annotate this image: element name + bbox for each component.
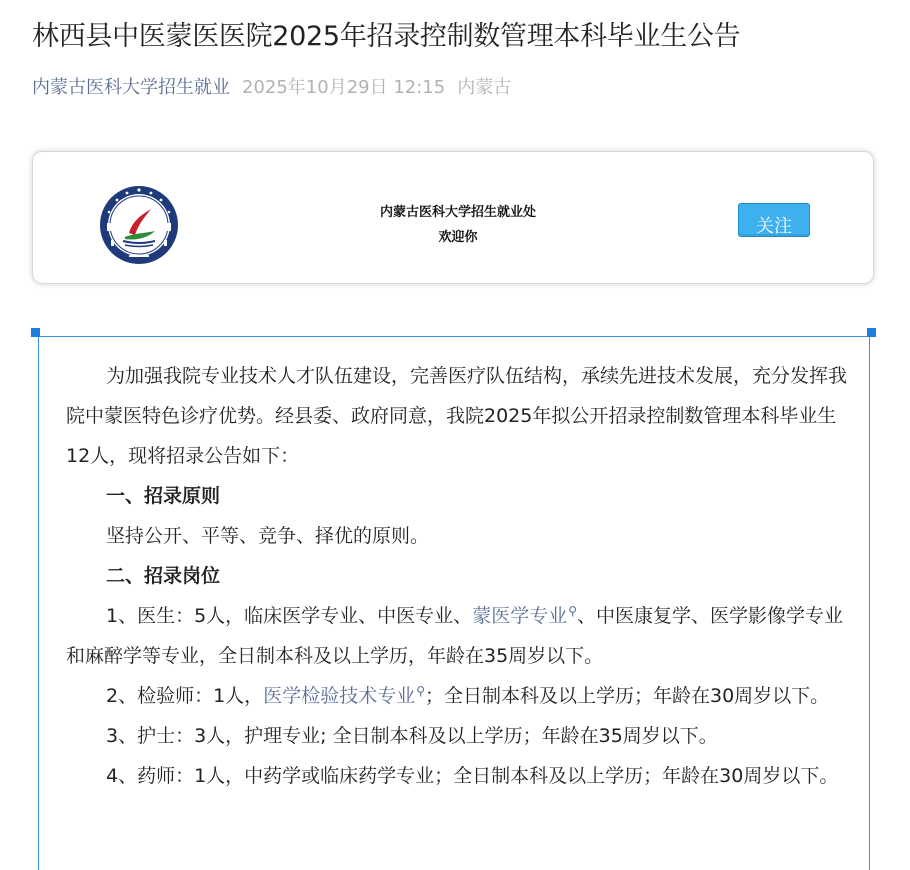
intro-paragraph: 为加强我院专业技术人才队伍建设，完善医疗队伍结构，承续先进技术发展，充分发挥我院中蒙医特色诊疗优势。经县委、政府同意，我院2025年拟公开招录控制数管理本科毕业生12人，现将招录公告如下： <box>66 365 848 467</box>
article-title: 林西县中医蒙医医院2025年招录控制数管理本科毕业生公告 <box>32 21 741 52</box>
search-icon[interactable]: ⚲ <box>416 683 425 698</box>
follow-button[interactable]: 关注 <box>738 203 810 237</box>
account-card-welcome: 欢迎你 <box>438 230 478 245</box>
publish-region: 内蒙古 <box>457 77 512 98</box>
position-item-lab-technician <box>66 676 848 716</box>
account-card <box>32 151 874 284</box>
search-icon[interactable]: ⚲ <box>568 603 577 618</box>
article-meta <box>32 73 511 99</box>
position-item-nurse: 3、护士：3人，护理专业; 全日制本科及以上学历；年龄在35周岁以下。 <box>106 725 718 747</box>
account-name-link[interactable]: 内蒙古医科大学招生就业 <box>32 77 230 98</box>
selection-handle-right[interactable] <box>867 328 876 337</box>
principle-paragraph: 坚持公开、平等、竞争、择优的原则。 <box>106 525 430 547</box>
account-card-text <box>323 200 593 250</box>
selection-handle-left[interactable] <box>31 328 40 337</box>
position-item-pharmacist: 4、药师：1人，中药学或临床药学专业；全日制本科及以上学历；年龄在30周岁以下。 <box>106 765 839 787</box>
doctor-text-start: 1、医生：5人，临床医学专业、中医专业、 <box>106 605 473 627</box>
article-body <box>66 356 848 796</box>
university-logo <box>99 185 179 265</box>
lab-text-start: 2、检验师：1人， <box>106 685 264 707</box>
account-card-name: 内蒙古医科大学招生就业处 <box>379 205 536 220</box>
position-item-doctor <box>66 596 848 676</box>
section-heading-positions: 二、招录岗位 <box>106 565 221 587</box>
lab-text-end: ；全日制本科及以上学历；年龄在30周岁以下。 <box>425 685 830 707</box>
doctor-text-end: 、中医康复学、医学影像学专业和麻醉学等专业，全日制本科及以上学历，年龄在35周岁以下。 <box>66 605 844 667</box>
mongolian-medicine-search-link[interactable]: 蒙医学专业 <box>472 605 568 627</box>
section-heading-principle: 一、招录原则 <box>106 485 221 507</box>
lab-technology-search-link[interactable]: 医学检验技术专业 <box>263 685 416 707</box>
publish-datetime: 2025年10月29日 12:15 <box>242 77 446 98</box>
